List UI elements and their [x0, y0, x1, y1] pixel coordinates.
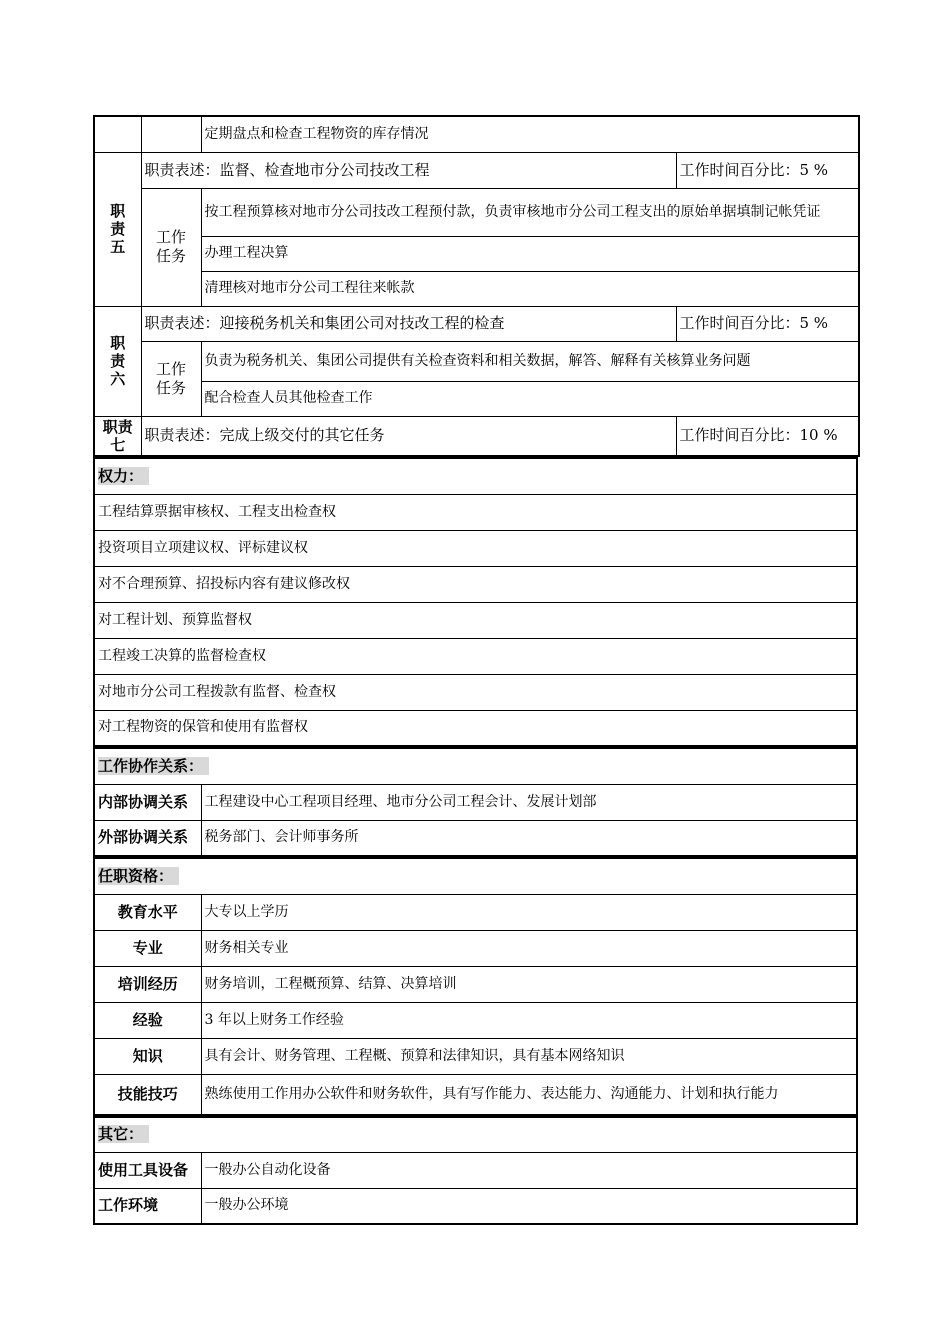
- duty7-time: 工作时间百分比：10 %: [676, 416, 859, 456]
- duty5-task-3: 清理核对地市分公司工程往来帐款: [201, 271, 859, 306]
- qualification-row: [94, 894, 857, 930]
- duty5-task-row: [94, 271, 859, 306]
- external-relations-value: 税务部门、会计师事务所: [201, 820, 857, 856]
- qualification-value: 3 年以上财务工作经验: [201, 1002, 857, 1038]
- qualification-label: 专业: [94, 930, 201, 966]
- duty5-label: 职 责 五: [94, 152, 141, 306]
- duty6-task-row: [94, 381, 859, 416]
- job-description-sheet: [93, 115, 858, 1225]
- authority-item: [94, 530, 857, 566]
- duty5-task-row: [94, 188, 859, 236]
- authority-item: [94, 638, 857, 674]
- duty7-label: 职责 七: [94, 416, 141, 456]
- duty-top-task-row: [94, 116, 859, 152]
- authority-table: [93, 457, 858, 747]
- qualification-label: 知识: [94, 1038, 201, 1074]
- qualifications-table: [93, 857, 858, 1116]
- authority-item: [94, 674, 857, 710]
- authority-item-text: 工程结算票据审核权、工程支出检查权: [94, 494, 857, 530]
- duty6-task-row: [94, 341, 859, 381]
- qualification-value: 具有会计、财务管理、工程概、预算和法律知识，具有基本网络知识: [201, 1038, 857, 1074]
- qualification-row: [94, 930, 857, 966]
- authority-item: [94, 710, 857, 746]
- external-relations-label: 外部协调关系: [94, 820, 201, 856]
- internal-relations-value: 工程建设中心工程项目经理、地市分公司工程会计、发展计划部: [201, 784, 857, 820]
- duty6-row: [94, 306, 859, 341]
- authority-item-text: 投资项目立项建议权、评标建议权: [94, 530, 857, 566]
- authority-item: [94, 494, 857, 530]
- authority-item-text: 对地市分公司工程拨款有监督、检查权: [94, 674, 857, 710]
- duty6-time: 工作时间百分比：5 %: [676, 306, 859, 341]
- duty5-task-2: 办理工程决算: [201, 236, 859, 271]
- environment-value: 一般办公环境: [201, 1188, 857, 1224]
- other-title: 其它：: [94, 1117, 857, 1152]
- authority-item: [94, 566, 857, 602]
- tools-value: 一般办公自动化设备: [201, 1152, 857, 1188]
- other-table: [93, 1116, 858, 1225]
- duty5-time: 工作时间百分比：5 %: [676, 152, 859, 188]
- authority-item-text: 对工程计划、预算监督权: [94, 602, 857, 638]
- duty5-description: 职责表述：监督、检查地市分公司技改工程: [141, 152, 676, 188]
- relations-title: 工作协作关系：: [94, 748, 857, 784]
- relations-header-row: [94, 748, 857, 784]
- authority-item-text: 对不合理预算、招投标内容有建议修改权: [94, 566, 857, 602]
- task-text: 定期盘点和检查工程物资的库存情况: [201, 116, 859, 152]
- authority-item-text: 工程竣工决算的监督检查权: [94, 638, 857, 674]
- duty7-description: 职责表述：完成上级交付的其它任务: [141, 416, 676, 456]
- qualification-value: 大专以上学历: [201, 894, 857, 930]
- tools-label: 使用工具设备: [94, 1152, 201, 1188]
- internal-relations-label: 内部协调关系: [94, 784, 201, 820]
- duty5-row: [94, 152, 859, 188]
- qualifications-header-row: [94, 858, 857, 894]
- qualification-row: [94, 966, 857, 1002]
- duty6-description: 职责表述：迎接税务机关和集团公司对技改工程的检查: [141, 306, 676, 341]
- external-relations-row: [94, 820, 857, 856]
- duties-table: [93, 115, 860, 457]
- authority-title: 权力：: [94, 458, 857, 494]
- qualification-label: 经验: [94, 1002, 201, 1038]
- authority-item: [94, 602, 857, 638]
- qualifications-title: 任职资格：: [94, 858, 857, 894]
- duty6-label: 职 责 六: [94, 306, 141, 416]
- qualification-label: 教育水平: [94, 894, 201, 930]
- authority-header-row: [94, 458, 857, 494]
- authority-item-text: 对工程物资的保管和使用有监督权: [94, 710, 857, 746]
- qualification-value: 财务培训，工程概预算、结算、决算培训: [201, 966, 857, 1002]
- internal-relations-row: [94, 784, 857, 820]
- qualification-value: 财务相关专业: [201, 930, 857, 966]
- environment-label: 工作环境: [94, 1188, 201, 1224]
- duty6-task-1: 负责为税务机关、集团公司提供有关检查资料和相关数据，解答、解释有关核算业务问题: [201, 341, 859, 381]
- qualification-row: [94, 1074, 857, 1115]
- duty7-row: [94, 416, 859, 456]
- qualification-value: 熟练使用工作用办公软件和财务软件，具有写作能力、表达能力、沟通能力、计划和执行能力: [201, 1074, 857, 1115]
- qualification-label: 培训经历: [94, 966, 201, 1002]
- qualification-row: [94, 1038, 857, 1074]
- duty5-task-row: [94, 236, 859, 271]
- qualification-label: 技能技巧: [94, 1074, 201, 1115]
- relations-table: [93, 747, 858, 857]
- duty5-task-1: 按工程预算核对地市分公司技改工程预付款，负责审核地市分公司工程支出的原始单据填制记帐凭证: [201, 188, 859, 236]
- qualification-row: [94, 1002, 857, 1038]
- other-header-row: [94, 1117, 857, 1152]
- environment-row: [94, 1188, 857, 1224]
- tools-row: [94, 1152, 857, 1188]
- duty6-task-2: 配合检查人员其他检查工作: [201, 381, 859, 416]
- duty6-task-label: 工作 任务: [141, 341, 201, 416]
- duty5-task-label: 工作 任务: [141, 188, 201, 306]
